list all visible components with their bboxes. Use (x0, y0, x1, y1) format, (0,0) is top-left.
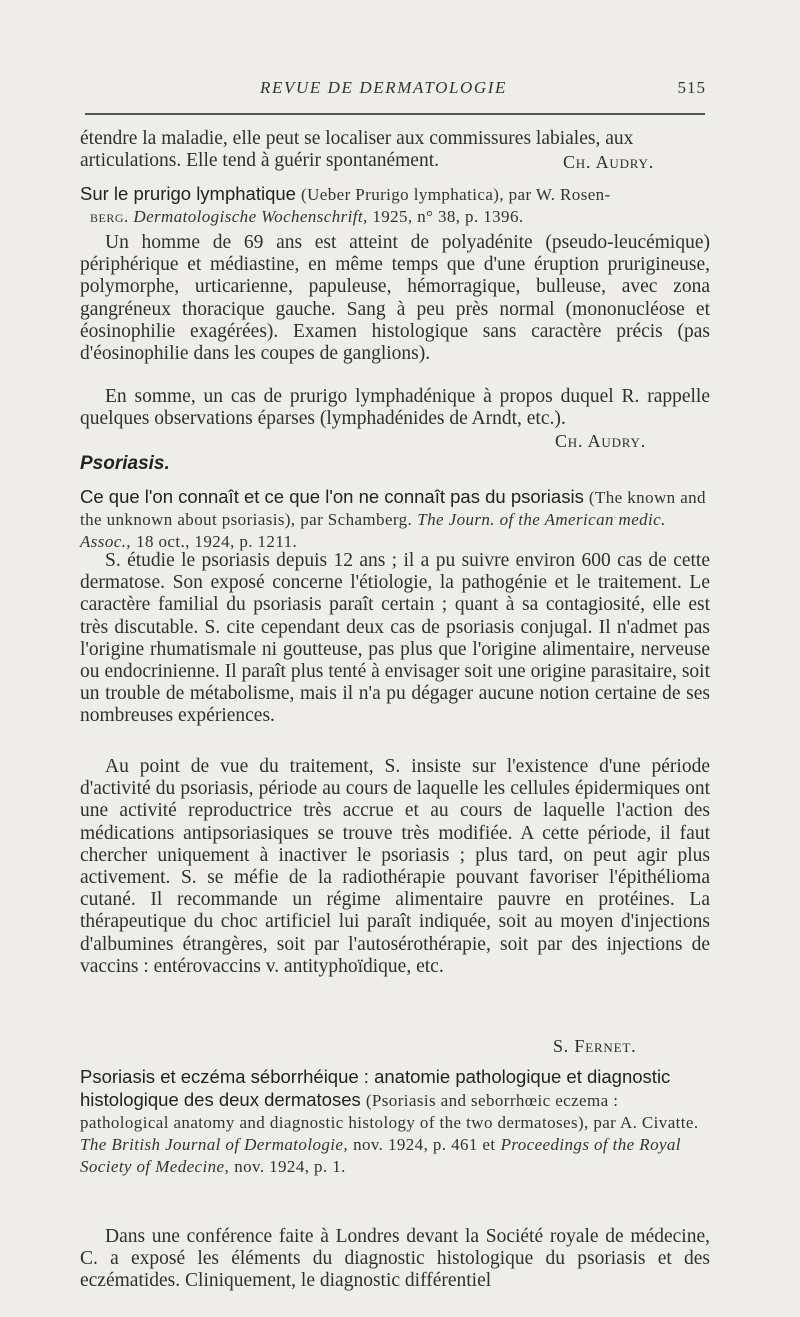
article1-signature: Ch. Audry. (555, 431, 647, 451)
article2-heading: Ce que l'on connaît et ce que l'on ne connaît pas du psoriasis (80, 486, 584, 507)
article3-ref-a: (Psoriasis and seborrhœic eczema : pathological anatomy and diagnostic histology of the two dermatoses), par A. Civatte. (80, 1091, 699, 1132)
article2-signature: S. Fernet. (553, 1036, 637, 1056)
intro-signature: Ch. Audry. (563, 152, 655, 172)
running-header (80, 78, 712, 102)
article2-ref-rest: 18 oct., 1924, p. 1211. (136, 532, 298, 551)
article1-para1: Un homme de 69 ans est atteint de polyadénite (pseudo-leucémique) périphérique et médiastine, en même temps que d'une éruption prurigineuse, polymorphe, urticarienne, papuleuse, hémorragique, bulleuse, avec zona gangréneux thoracique gauche. Sang à peu près normal (mononucléose et éosinophilie exagérées). Examen histologique sans caractère précis (pas d'éosinophilie dans les coupes de ganglions). (80, 232, 710, 365)
intro-line2: articulations. Elle tend à guérir spontanément. (80, 150, 440, 172)
intro-line1: étendre la maladie, elle peut se localiser aux commissures labiales, aux (80, 128, 634, 149)
article3-heading: Psoriasis et eczéma séborrhéique : anatomie pathologique et diagnostic histologique des deux dermatoses (80, 1066, 671, 1110)
section-title: Psoriasis. (80, 453, 170, 474)
article2-header (80, 486, 710, 553)
article1-ref-line1: (Ueber Prurigo lymphatica), par W. Rosen- (301, 185, 611, 204)
article3-ref-rest: nov. 1924, p. 1. (234, 1157, 346, 1176)
article3-ref-mid: nov. 1924, p. 461 et (353, 1135, 496, 1154)
article1-ref-author: berg. (90, 207, 129, 226)
article2-ref-journal: The Journ. of the American medic. Assoc., (80, 510, 666, 551)
article3-ref-journal1: The British Journal of Dermatologie, (80, 1135, 348, 1154)
article1-heading: Sur le prurigo lymphatique (80, 183, 296, 204)
article2-para1: S. étudie le psoriasis depuis 12 ans ; il a pu suivre environ 600 cas de cette dermatose. Son exposé concerne l'étiologie, la pathogénie et le traitement. Le caractère familial du psoriasis paraît certain ; quant à sa contagiosité, elle est très discutable. S. cite cependant deux cas de psoriasis conjugal. Il n'admet pas l'origine rhumatismale ni goutteuse, pas plus que l'origine alimentaire, nerveuse ou endocrinienne. Il paraît plus tenté à envisager soit une origine parasitaire, soit un trouble de métabolisme, mais il n'a pu dégager aucune notion certaine de ses nombreuses expériences. (80, 550, 710, 727)
article2-para2: Au point de vue du traitement, S. insiste sur l'existence d'une période d'activité du psoriasis, période au cours de laquelle les cellules épidermiques ont une activité reproductrice très accrue et au cours de laquelle l'action des médications antipsoriasiques se trouve très modifiée. A cette période, il faut chercher uniquement à inactiver le psoriasis ; plus tard, on peut agir plus activement. S. se méfie de la radiothérapie pouvant favoriser l'épithélioma cutané. Il recommande un régime alimentaire pauvre en protéines. La thérapeutique du choc artificiel lui paraît indiquée, soit au moyen d'injections d'albumines étrangères, soit par l'autosérothérapie, soit par des injections de vaccins : entérovaccins v. antityphoïdique, etc. (80, 756, 710, 977)
journal-title: REVUE DE DERMATOLOGIE (260, 78, 508, 97)
article3-ref-journal2: Proceedings of the Royal Society of Medecine, (80, 1135, 681, 1176)
article3-header (80, 1066, 710, 1178)
page-number: 515 (677, 78, 706, 97)
article2-ref-a: (The known and the unknown about psoriasis), par Schamberg. (80, 488, 706, 529)
header-rule (85, 113, 705, 115)
article1-ref-journal: Dermatologische Wochenschrift, (133, 207, 368, 226)
article1-ref-rest: 1925, n° 38, p. 1396. (372, 207, 524, 226)
article3-para1: Dans une conférence faite à Londres devant la Société royale de médecine, C. a exposé les éléments du diagnostic histologique du psoriasis et des eczématides. Cliniquement, le diagnostic différentiel (80, 1226, 710, 1292)
article1-para2: En somme, un cas de prurigo lymphadénique à propos duquel R. rappelle quelques observations éparses (lymphadénides de Arndt, etc.). (80, 386, 710, 430)
article1-header (80, 183, 710, 228)
